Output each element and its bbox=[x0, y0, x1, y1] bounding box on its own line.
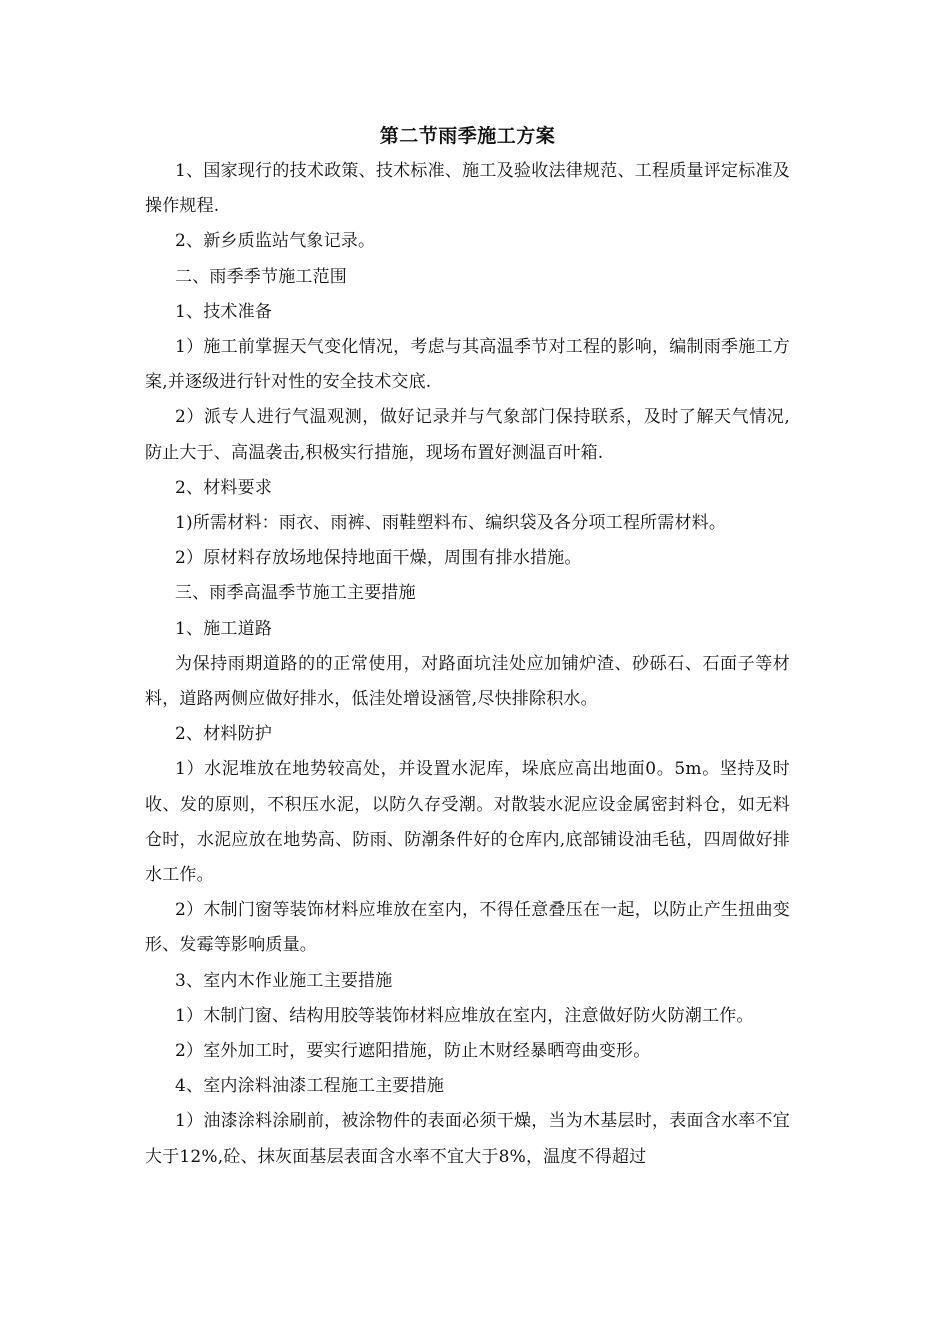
paragraph: 1)所需材料：雨衣、雨裤、雨鞋塑料布、编织袋及各分项工程所需材料。 bbox=[175, 513, 727, 534]
document-title: 第二节雨季施工方案 bbox=[379, 125, 556, 147]
paragraph: 2、新乡质监站气象记录。 bbox=[175, 231, 376, 252]
paragraph: 2）木制门窗等装饰材料应堆放在室内，不得任意叠压在一起，以防止产生扭曲变形、发霉等影响质量。 bbox=[145, 900, 790, 956]
subsection-heading: 1、施工道路 bbox=[175, 618, 273, 639]
paragraph: 1）木制门窗、结构用胶等装饰材料应堆放在室内，注意做好防火防潮工作。 bbox=[175, 1005, 754, 1026]
document-page bbox=[145, 118, 790, 1175]
subsection-heading: 2、材料要求 bbox=[175, 477, 273, 498]
paragraph: 1）水泥堆放在地势较高处，并设置水泥库，垛底应高出地面0。5m。坚持及时收、发的原则，不积压水泥，以防久存受潮。对散装水泥应设金属密封料仓，如无料仓时，水泥应放在地势高、防雨、防潮条件好的仓库内,底部铺设油毛毡，四周做好排水工作。 bbox=[145, 759, 790, 886]
subsection-heading: 4、室内涂料油漆工程施工主要措施 bbox=[175, 1076, 445, 1097]
paragraph: 1、国家现行的技术政策、技术标准、施工及验收法律规范、工程质量评定标准及操作规程. bbox=[145, 161, 790, 217]
paragraph: 2）室外加工时，要实行遮阳措施，防止木财经暴晒弯曲变形。 bbox=[175, 1041, 651, 1062]
section-heading: 三、雨季高温季节施工主要措施 bbox=[175, 583, 416, 604]
paragraph: 为保持雨期道路的的正常使用，对路面坑洼处应加铺炉渣、砂砾石、石面子等材料，道路两侧应做好排水，低洼处增设涵管,尽快排除积水。 bbox=[145, 653, 790, 710]
subsection-heading: 2、材料防护 bbox=[175, 724, 273, 745]
paragraph: 2）原材料存放场地保持地面干燥，周围有排水措施。 bbox=[175, 548, 582, 569]
subsection-heading: 1、技术准备 bbox=[175, 301, 273, 322]
subsection-heading: 3、室内木作业施工主要措施 bbox=[175, 970, 393, 991]
paragraph: 1）油漆涂料涂刷前，被涂物件的表面必须干燥，当为木基层时，表面含水率不宜大于12%,砼、抹灰面基层表面含水率不宜大于8%，温度不得超过 bbox=[145, 1111, 790, 1167]
paragraph: 1）施工前掌握天气变化情况，考虑与其高温季节对工程的影响，编制雨季施工方案,并逐级进行针对性的安全技术交底. bbox=[145, 337, 790, 393]
section-heading: 二、雨季季节施工范围 bbox=[175, 266, 347, 287]
paragraph: 2）派专人进行气温观测，做好记录并与气象部门保持联系，及时了解天气情况,防止大于、高温袭击,积极实行措施，现场布置好测温百叶箱. bbox=[145, 407, 790, 463]
